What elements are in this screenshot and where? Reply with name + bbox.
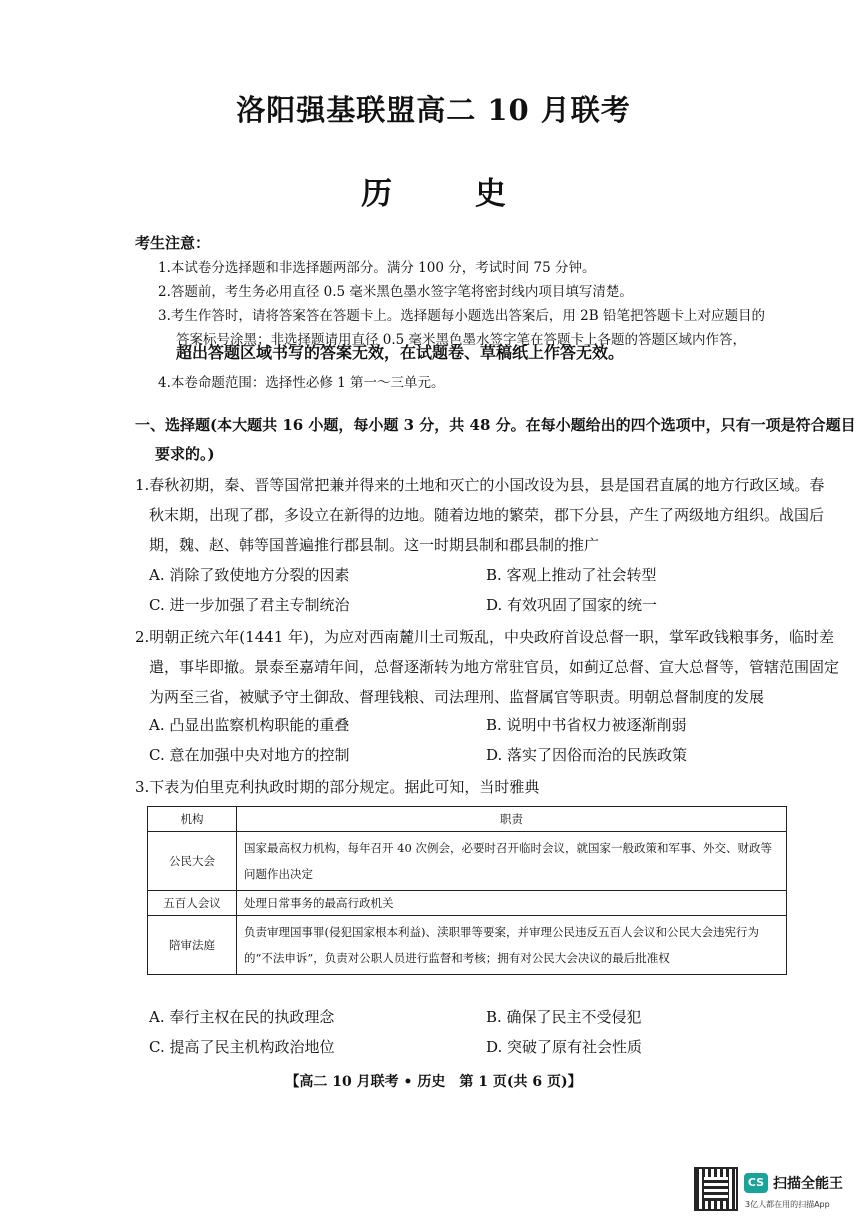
exam-title: 洛阳强基联盟高二 10 月联考 bbox=[236, 93, 631, 127]
notice-line-2: 2.答题前，考生务必用直径 0.5 毫米黑色墨水签字笔将密封线内项目填写清楚。 bbox=[158, 284, 633, 300]
q3-stem: 3.下表为伯里克利执政时期的部分规定。据此可知，当时雅典 bbox=[135, 778, 540, 796]
page-footer: 【高二 10 月联考 • 历史 第 1 页(共 6 页)】 bbox=[285, 1074, 582, 1090]
camscanner-tagline: 3亿人都在用的扫描App bbox=[745, 1200, 830, 1209]
q1-line-1: 1.春秋初期，秦、晋等国常把兼并得来的土地和灭亡的小国改设为县，县是国君直属的地方行政区域。春 bbox=[135, 476, 825, 494]
table-cell-duty: 负责审理国事罪(侵犯国家根本利益)、渎职罪等要案，并审理公民违反五百人会议和公民大会违宪行为的“不法申诉”，负责对公职人员进行监督和考核；拥有对公民大会决议的最后批准权 bbox=[237, 916, 787, 975]
q2-line-2: 遣，事毕即撤。景泰至嘉靖年间，总督逐渐转为地方常驻官员，如蓟辽总督、宣大总督等，管辖范围固定 bbox=[149, 658, 840, 676]
q1-option-b: B. 客观上推动了社会转型 bbox=[486, 566, 657, 584]
q2-option-b: B. 说明中书省权力被逐渐削弱 bbox=[486, 716, 687, 734]
q2-option-a: A. 凸显出监察机构职能的重叠 bbox=[149, 716, 350, 734]
table-cell-org: 陪审法庭 bbox=[148, 916, 237, 975]
table-cell-duty: 处理日常事务的最高行政机关 bbox=[237, 891, 787, 916]
q2-option-c: C. 意在加强中央对地方的控制 bbox=[149, 746, 350, 764]
q1-line-3: 期，魏、赵、韩等国普遍推行郡县制。这一时期县制和郡县制的推广 bbox=[149, 536, 600, 554]
camscanner-logo-icon: CS bbox=[744, 1173, 768, 1193]
table-row bbox=[148, 916, 787, 975]
q3-option-b: B. 确保了民主不受侵犯 bbox=[486, 1008, 642, 1026]
table-header-org: 机构 bbox=[148, 807, 237, 832]
notice-bold-warning: 超出答题区域书写的答案无效，在试题卷、草稿纸上作答无效。 bbox=[176, 343, 625, 362]
q2-line-3: 为两至三省，被赋予守土御敌、督理钱粮、司法理刑、监督属官等职责。明朝总督制度的发展 bbox=[149, 688, 765, 706]
table-row bbox=[148, 891, 787, 916]
qr-code-icon bbox=[694, 1167, 738, 1211]
q3-option-a: A. 奉行主权在民的执政理念 bbox=[149, 1008, 335, 1026]
table-cell-org: 五百人会议 bbox=[148, 891, 237, 916]
table-header-duty: 职责 bbox=[237, 807, 787, 832]
notice-heading: 考生注意： bbox=[135, 234, 211, 252]
q2-line-1: 2.明朝正统六年(1441 年)，为应对西南麓川土司叛乱，中央政府首设总督一职，掌军政钱粮事务，临时差 bbox=[135, 628, 834, 646]
notice-line-3-cont: 答案标号涂黑；非选择题请用直径 0.5 毫米黑色墨水签字笔在答题卡上各题的答题区域内作答， bbox=[176, 332, 747, 348]
table-header-row bbox=[148, 807, 787, 832]
q3-option-c: C. 提高了民主机构政治地位 bbox=[149, 1038, 335, 1056]
camscanner-name: 扫描全能王 bbox=[773, 1176, 843, 1192]
notice-line-3: 3.考生作答时，请将答案答在答题卡上。选择题每小题选出答案后，用 2B 铅笔把答题卡上对应题目的 bbox=[158, 308, 765, 324]
table-cell-duty: 国家最高权力机构，每年召开 40 次例会，必要时召开临时会议，就国家一般政策和军事、外交、财政等问题作出决定 bbox=[237, 832, 787, 891]
q1-option-a: A. 消除了致使地方分裂的因素 bbox=[149, 566, 350, 584]
q1-option-c: C. 进一步加强了君主专制统治 bbox=[149, 596, 350, 614]
section-heading: 一、选择题(本大题共 16 小题，每小题 3 分，共 48 分。在每小题给出的四个选项中，只有一项是符合题目 bbox=[135, 416, 856, 434]
table-row bbox=[148, 832, 787, 891]
q2-option-d: D. 落实了因俗而治的民族政策 bbox=[486, 746, 688, 764]
subject-title: 历 史 bbox=[361, 176, 542, 212]
q3-option-d: D. 突破了原有社会性质 bbox=[486, 1038, 643, 1056]
section-heading-cont: 要求的。) bbox=[155, 445, 215, 463]
q1-option-d: D. 有效巩固了国家的统一 bbox=[486, 596, 658, 614]
notice-line-4: 4.本卷命题范围：选择性必修 1 第一～三单元。 bbox=[158, 375, 445, 391]
q1-line-2: 秋末期，出现了郡，多设立在新得的边地。随着边地的繁荣，郡下分县，产生了两级地方组织。战国后 bbox=[149, 506, 825, 524]
notice-line-1: 1.本试卷分选择题和非选择题两部分。满分 100 分，考试时间 75 分钟。 bbox=[158, 260, 596, 276]
q3-table bbox=[147, 806, 787, 975]
table-cell-org: 公民大会 bbox=[148, 832, 237, 891]
